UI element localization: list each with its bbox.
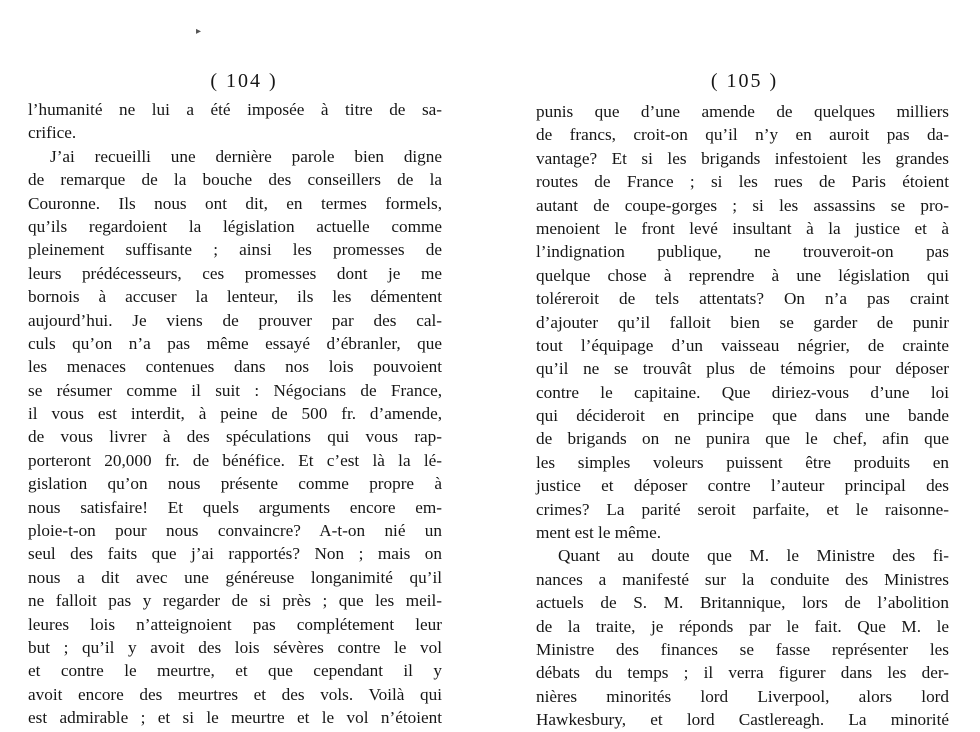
text-line: menoient le front levé insultant à la justice et à [536, 218, 949, 238]
text-line: nous a dit avec une généreuse longanimité qu’il [28, 567, 442, 587]
text-line: l’humanité ne lui a été imposée à titre de sa- [28, 100, 442, 119]
left-page-text [28, 98, 442, 730]
text-line: nances a manifesté sur la conduite des Ministres [536, 569, 949, 589]
text-line: quelque chose à reprendre à une législation qui [536, 265, 949, 285]
text-line: les menaces contenues dans nos lois pouvoient [28, 357, 442, 377]
text-line: avoit encore des meurtres et des vols. Voilà qui [28, 684, 442, 704]
page-number-right: ( 105 ) [710, 70, 779, 92]
text-line: de vous livrer à des spéculations qui vous rap- [28, 427, 442, 447]
page-number-left: ( 104 ) [210, 70, 278, 92]
right-page-text [536, 100, 949, 732]
text-line: l’indignation publique, ne trouveroit-on pas [536, 242, 949, 262]
text-line: Ministre des finances se fasse représenter les [536, 639, 949, 659]
text-line: ne falloit pas y regarder de si près ; que les meil- [28, 591, 442, 611]
text-line: aujourd’hui. Je viens de prouver par des cal- [28, 310, 442, 330]
text-line: culs qu’on n’a pas même essayé d’ébranler, que [28, 333, 442, 353]
text-line: J’ai recueilli une dernière parole bien digne [50, 146, 442, 166]
text-line: qu’il ne se trouvât plus de témoins pour déposer [536, 359, 949, 379]
text-line: qu’ils regardoient la législation actuelle comme [28, 216, 442, 236]
text-line: Quant au doute que M. le Ministre des fi- [558, 546, 949, 566]
text-line: routes de France ; si les rues de Paris étoient [536, 172, 949, 192]
text-line: débats du temps ; il verra figurer dans les der- [536, 663, 949, 683]
text-line: et contre le meurtre, et que cependant il y [28, 661, 442, 681]
text-line: se résumer comme il suit : Négocians de France, [28, 380, 442, 400]
text-line: Hawkesbury, et lord Castlereagh. La minorité [536, 710, 949, 730]
text-line: contre le capitaine. Que diriez-vous d’une loi [536, 382, 949, 402]
text-line: de francs, croit-on qu’il n’y en auroit pas da- [536, 125, 949, 145]
text-line: crifice. [28, 123, 77, 143]
text-line: tout l’équipage d’un vaisseau négrier, de crainte [536, 335, 949, 355]
text-line: de la traite, je réponds par le fait. Que M. le [536, 616, 949, 636]
text-line: ploie-t-on pour nous convaincre? A-t-on nié un [28, 521, 442, 541]
text-line: justice et déposer contre l’auteur principal des [536, 476, 949, 496]
text-line: autant de coupe-gorges ; si les assassins se pro- [536, 195, 949, 215]
text-line: leurs prédécesseurs, ces promesses dont je me [28, 263, 442, 283]
text-line: crimes? La parité seroit parfaite, et le raisonne- [536, 499, 949, 519]
text-line: nières minorités lord Liverpool, alors lord [536, 686, 949, 706]
right-page [536, 0, 949, 732]
text-line: Couronne. Ils nous ont dit, en termes formels, [28, 193, 442, 213]
text-line: il vous est interdit, à peine de 500 fr. d’amende, [28, 404, 442, 424]
text-line: seul des faits que j’ai rapportés? Non ; mais on [28, 544, 442, 564]
text-line: ment est le même. [536, 523, 662, 543]
text-line: d’ajouter qu’il falloit bien se garder de punir [536, 312, 949, 332]
text-line: but ; qu’il y avoit des lois sévères contre le vol [28, 637, 442, 657]
top-speck-left: ▸ [196, 26, 202, 37]
text-line: pleinement suffisante ; ainsi les promesses de [28, 240, 442, 260]
text-line: de brigands on ne punira que le chef, afin que [536, 429, 949, 449]
text-line: bornois à accuser la lenteur, ils les démentent [28, 287, 442, 307]
text-line: de remarque de la bouche des conseillers de la [28, 170, 442, 190]
left-page [28, 0, 442, 732]
text-line: nous satisfaire! Et quels arguments encore em- [28, 497, 442, 517]
text-line: est admirable ; et si le meurtre et le vol n’étoient [28, 708, 442, 728]
text-line: actuels de S. M. Britannique, lors de l’abolition [536, 593, 949, 613]
text-line: les simples voleurs puissent être produits en [536, 452, 949, 472]
text-line: punis que d’une amende de quelques milliers [536, 102, 949, 121]
text-line: gislation qu’on nous présente comme propre à [28, 474, 442, 494]
text-line: toléreroit de tels attentats? On n’a pas craint [536, 289, 949, 309]
text-line: vantage? Et si les brigands infestoient les grandes [536, 148, 949, 168]
text-line: porteront 20,000 fr. de bénéfice. Et c’est là la lé- [28, 450, 442, 470]
text-line: leures lois n’atteignoient pas complétement leur [28, 614, 442, 634]
text-line: qui décideroit en principe que dans une bande [536, 406, 949, 426]
